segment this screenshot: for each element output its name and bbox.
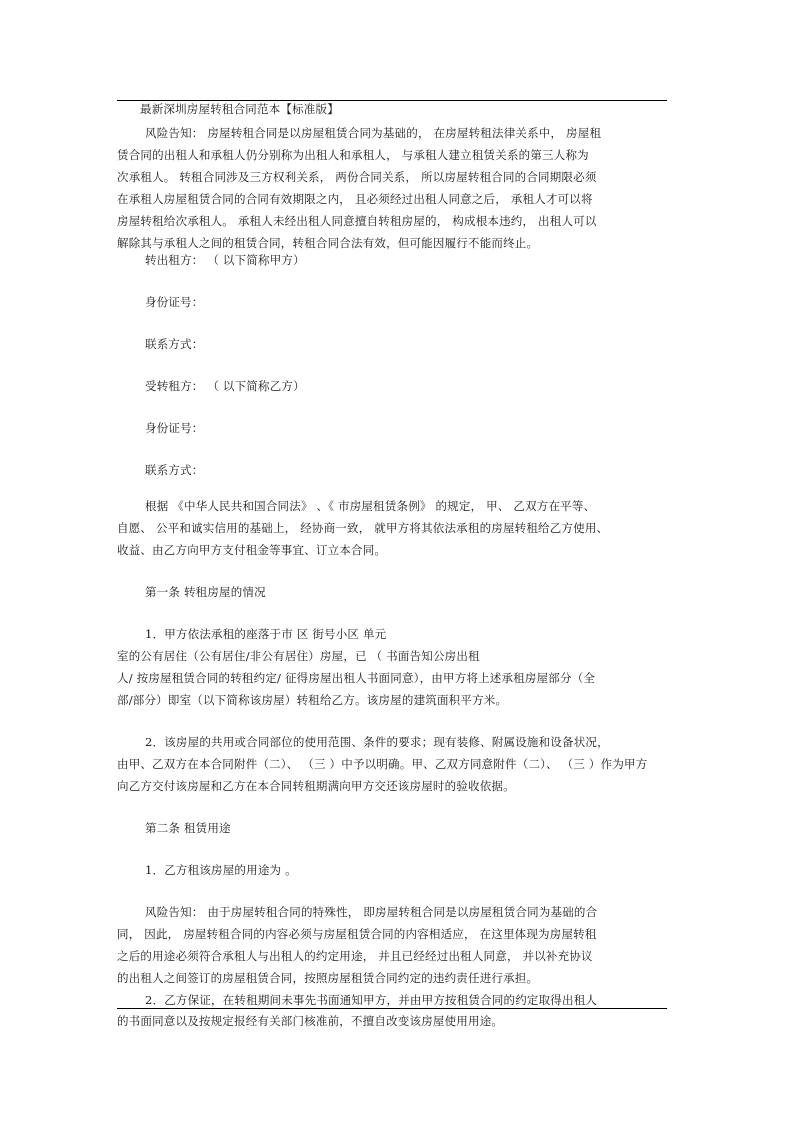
article-1-clause-2: 由甲、乙双方在本合同附件（二）、 （三 ）中予以明确。甲、乙双方同意附件（二）、 （三 ）作为甲方 bbox=[117, 757, 648, 771]
intro-line: 次承租人。 转租合同涉及三方权利关系， 两份合同关系， 所以房屋转租合同的合同期限必须 bbox=[117, 170, 597, 184]
lessor-id-label: 身份证号： bbox=[145, 295, 204, 309]
article-2-risk-notice: 同， 因此， 房屋转租合同的内容必须与房屋租赁合同的内容相适应， 在这里体现为房屋转租 bbox=[117, 927, 597, 941]
lessor-contact-label: 联系方式： bbox=[145, 337, 204, 351]
article-1-heading: 第一条 转租房屋的情况 bbox=[145, 585, 266, 599]
header-rule bbox=[117, 100, 667, 101]
article-1-clause-1: 室的公有居住（公有居住/非公有居住）房屋，已 （ 书面告知公房出租 bbox=[117, 649, 480, 663]
lessor-label: 转出租方： （ 以下简称甲方） bbox=[145, 253, 305, 267]
article-1-clause-2: 2．该房屋的共用或合同部位的使用范围、条件的要求；现有装修、附属设施和设备状况， bbox=[145, 735, 609, 749]
article-1-clause-1: 1．甲方依法承租的座落于市 区 街号小区 单元 bbox=[145, 627, 387, 641]
intro-line: 风险告知： 房屋转租合同是以房屋租赁合同为基础的， 在房屋转租法律关系中， 房屋租 bbox=[145, 126, 602, 140]
article-2-risk-notice: 风险告知： 由于房屋转租合同的特殊性， 即房屋转租合同是以房屋租赁合同为基础的合 bbox=[145, 905, 598, 919]
document-title: 最新深圳房屋转租合同范本【标准版】 bbox=[140, 102, 339, 116]
basis-line: 根据 《中华人民共和国合同法》 、《 市房屋租赁条例》 的规定， 甲、 乙双方在平等、 bbox=[145, 499, 596, 513]
basis-line: 收益、由乙方向甲方支付租金等事宜、订立本合同。 bbox=[117, 543, 387, 557]
lessee-label: 受转租方： （ 以下简称乙方） bbox=[145, 379, 305, 393]
article-1-clause-1: 人/ 按房屋租赁合同的转租约定/ 征得房屋出租人书面同意），由甲方将上述承租房屋部分（全 bbox=[117, 671, 596, 685]
article-2-clause-1: 1．乙方租该房屋的用途为 。 bbox=[145, 863, 297, 877]
article-2-risk-notice: 之后的用途必须符合承租人与出租人的约定用途， 并且已经经过出租人同意， 并以补充协议 bbox=[117, 949, 593, 963]
article-1-clause-1: 部/部分）即室（以下简称该房屋）转租给乙方。该房屋的建筑面积平方米。 bbox=[117, 693, 508, 707]
article-2-heading: 第二条 租赁用途 bbox=[145, 821, 231, 835]
article-2-risk-notice: 的出租人之间签订的房屋租赁合同，按照房屋租赁合同约定的违约责任进行承担。 bbox=[117, 971, 539, 985]
article-1-clause-2: 向乙方交付该房屋和乙方在本合同转租期满向甲方交还该房屋时的验收依据。 bbox=[117, 779, 515, 793]
intro-line: 解除其与承租人之间的租赁合同，转租合同合法有效，但可能因履行不能而终止。 bbox=[117, 236, 539, 250]
basis-line: 自愿、 公平和诚实信用的基础上， 经协商一致， 就甲方将其依法承租的房屋转租给乙方使用、 bbox=[117, 521, 609, 535]
article-2-clause-2: 的书面同意以及按规定报经有关部门核准前，不擅自改变该房屋使用用途。 bbox=[117, 1014, 504, 1028]
footer-rule bbox=[117, 1008, 667, 1009]
lessee-contact-label: 联系方式： bbox=[145, 463, 204, 477]
intro-line: 赁合同的出租人和承租人仍分别称为出租人和承租人， 与承租人建立租赁关系的第三人称为 bbox=[117, 148, 589, 162]
article-2-clause-2: 2．乙方保证，在转租期间未事先书面通知甲方，并由甲方按租赁合同的约定取得出租人 bbox=[145, 993, 598, 1007]
intro-line: 房屋转租给次承租人。 承租人未经出租人同意擅自转租房屋的， 构成根本违约， 出租人可以 bbox=[117, 214, 597, 228]
intro-line: 在承租人房屋租赁合同的合同有效期限之内， 且必须经过出租人同意之后， 承租人才可以将 bbox=[117, 192, 593, 206]
lessee-id-label: 身份证号： bbox=[145, 421, 204, 435]
